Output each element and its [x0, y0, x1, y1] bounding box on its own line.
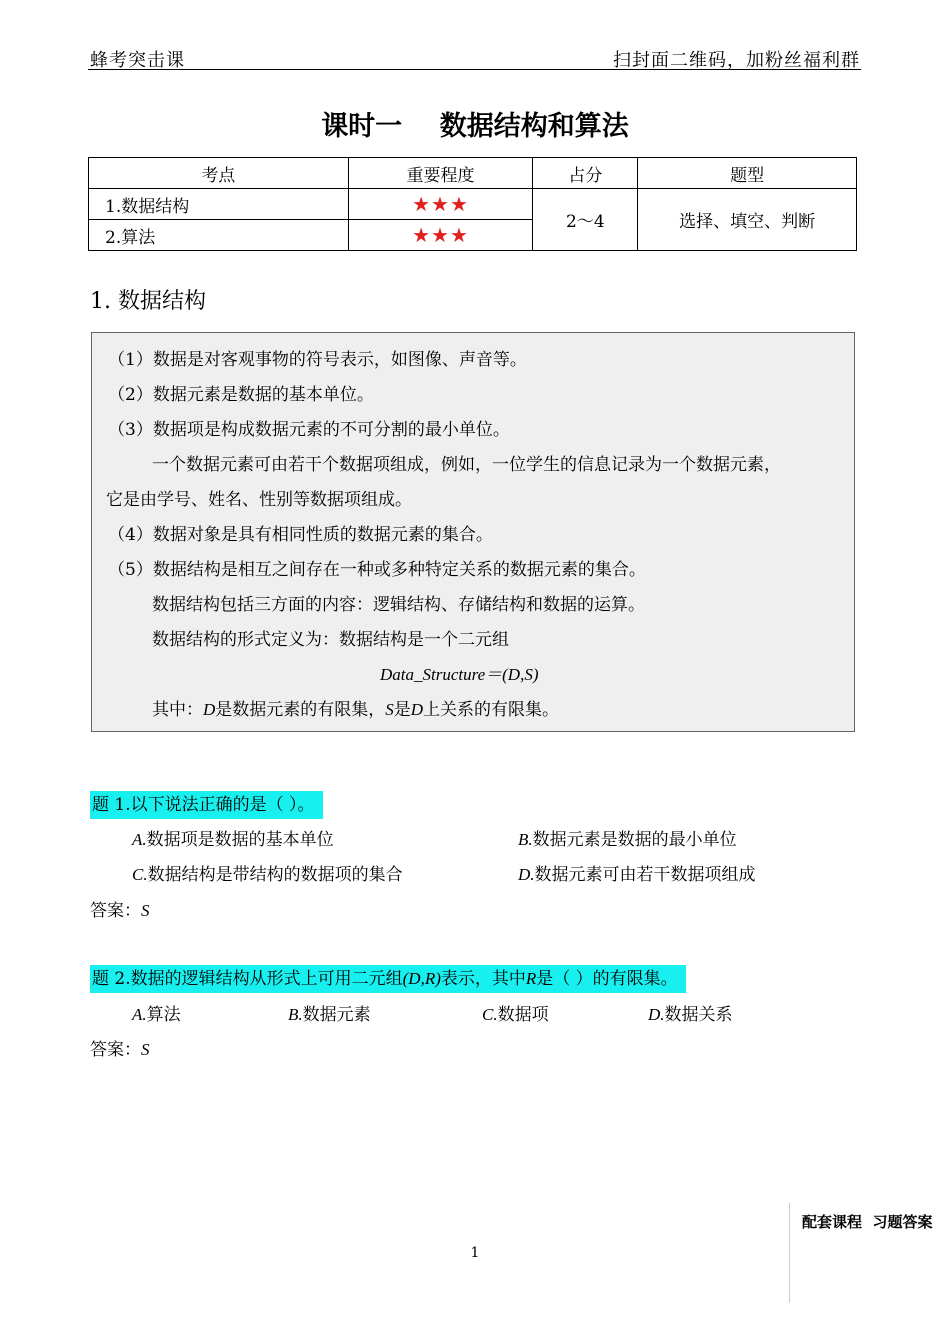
option-text: 数据元素是数据的最小单位: [532, 830, 737, 850]
option-letter: B.: [288, 1005, 303, 1024]
option-b: [518, 825, 737, 850]
importance-stars: ★★★: [348, 220, 533, 251]
question-2-stem: [90, 964, 686, 989]
header-divider: [88, 69, 861, 70]
option-text: 算法: [146, 1005, 181, 1025]
option-text: 数据关系: [664, 1005, 733, 1025]
option-a: [132, 825, 334, 850]
where-prefix: 其中：: [152, 700, 203, 720]
where-text: 是: [393, 700, 411, 720]
option-d: [648, 1000, 733, 1025]
option-c: [482, 1000, 549, 1025]
answer-1: [90, 896, 150, 921]
question-1-stem: [90, 790, 323, 815]
formula: Data_Structure＝(D,S): [380, 665, 539, 684]
stem-text: 是（ ）的有限集。: [536, 969, 678, 989]
definition-line: （5）数据结构是相互之间存在一种或多种特定关系的数据元素的集合。: [108, 560, 646, 580]
table-header-cell: 占分: [533, 158, 638, 189]
where-text: 是数据元素的有限集，: [215, 700, 386, 720]
answer-2: [90, 1035, 150, 1060]
page-title: 课时一 数据结构和算法: [321, 111, 629, 142]
option-c: [132, 860, 403, 885]
answer-label: 答案：: [90, 1040, 141, 1060]
question-2-text: [90, 965, 686, 993]
promo-text[interactable]: 配套课程 习题答案: [802, 1213, 933, 1231]
option-text: 数据元素可由若干数据项组成: [534, 865, 756, 885]
table-header-cell: 题型: [638, 158, 857, 189]
option-text: 数据结构是带结构的数据项的集合: [147, 865, 403, 885]
math-symbol: D: [410, 700, 424, 719]
table-row: [89, 189, 857, 220]
option-letter: D.: [518, 865, 535, 884]
definition-line: （3）数据项是构成数据元素的不可分割的最小单位。: [108, 420, 510, 440]
option-b: [288, 1000, 371, 1025]
option-a: [132, 1000, 181, 1025]
definition-line: [152, 695, 559, 720]
where-text: 上关系的有限集。: [423, 700, 560, 720]
exam-points-table: [88, 157, 857, 251]
header-left: 蜂考突击课: [90, 50, 185, 71]
option-text: 数据元素: [302, 1005, 371, 1025]
definition-line: 一个数据元素可由若干个数据项组成，例如，一位学生的信息记录为一个数据元素，: [152, 455, 781, 475]
topic-cell: 2.算法: [89, 220, 349, 251]
table-header-row: [89, 158, 857, 189]
option-letter: D.: [648, 1005, 665, 1024]
definition-line: 数据结构的形式定义为：数据结构是一个二元组: [152, 630, 509, 650]
math-symbol: R: [525, 969, 537, 988]
answer-value: S: [141, 901, 150, 920]
definition-line: （1）数据是对客观事物的符号表示，如图像、声音等。: [108, 350, 527, 370]
option-d: [518, 860, 756, 885]
stem-text: 题 2.数据的逻辑结构从形式上可用二元组: [92, 969, 403, 989]
stem-text: 表示，其中: [440, 969, 526, 989]
importance-stars: ★★★: [348, 189, 533, 220]
topic-cell: 1.数据结构: [89, 189, 349, 220]
definition-line: （2）数据元素是数据的基本单位。: [108, 385, 374, 405]
option-letter: B.: [518, 830, 533, 849]
definition-line: （4）数据对象是具有相同性质的数据元素的集合。: [108, 525, 493, 545]
option-letter: A.: [132, 830, 147, 849]
math-symbol: S: [385, 700, 394, 719]
table-header-cell: 重要程度: [348, 158, 533, 189]
definition-line: 数据结构包括三方面的内容：逻辑结构、存储结构和数据的运算。: [152, 595, 645, 615]
option-text: 数据项是数据的基本单位: [146, 830, 334, 850]
section-heading: 1. 数据结构: [90, 289, 206, 314]
option-letter: C.: [132, 865, 148, 884]
header-right: 扫封面二维码，加粉丝福利群: [613, 50, 860, 71]
score-cell: 2～4: [533, 189, 638, 251]
math-symbol: (D,R): [402, 969, 441, 988]
definition-box: [91, 332, 855, 732]
answer-value: S: [141, 1040, 150, 1059]
question-type-cell: 选择、填空、判断: [638, 189, 857, 251]
table-header-cell: 考点: [89, 158, 349, 189]
answer-label: 答案：: [90, 901, 141, 921]
question-1-text: 题 1.以下说法正确的是（ ）。: [90, 791, 323, 819]
page-number: 1: [470, 1245, 480, 1261]
option-letter: C.: [482, 1005, 498, 1024]
definition-line: 它是由学号、姓名、性别等数据项组成。: [106, 490, 412, 510]
math-symbol: D: [203, 700, 216, 719]
option-text: 数据项: [497, 1005, 549, 1025]
option-letter: A.: [132, 1005, 147, 1024]
